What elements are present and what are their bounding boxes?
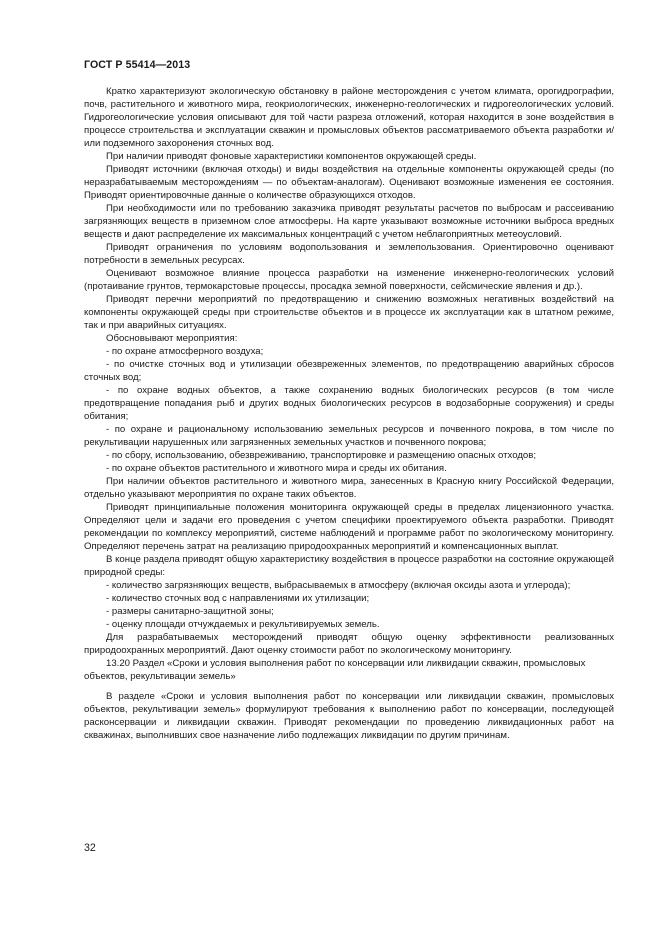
list-item: - по охране водных объектов, а также сохранению водных биологических ресурсов (в том числе предотвращение попадания рыб и других водных биологических ресурсов в водозаборные сооружения) и среды обитания;: [84, 385, 614, 422]
list-item: - размеры санитарно-защитной зоны;: [106, 606, 274, 617]
paragraph: Обосновывают мероприятия:: [106, 333, 238, 344]
page-number: 32: [84, 842, 96, 854]
document-body: [84, 85, 614, 742]
paragraph: Оценивают возможное влияние процесса разработки на изменение инженерно-геологических условий (протаивание грунтов, термокарстовые процессы, просадка земной поверхности, сейсмические явления и др.).: [84, 268, 614, 292]
paragraph: При наличии приводят фоновые характеристики компонентов окружающей среды.: [106, 151, 477, 162]
paragraph: В конце раздела приводят общую характеристику воздействия в процессе разработки на состояние окружающей природной среды:: [84, 554, 614, 578]
list-item: - количество загрязняющих веществ, выбрасываемых в атмосферу (включая оксиды азота и углерода);: [106, 580, 571, 591]
paragraph: Приводят принципиальные положения мониторинга окружающей среды в пределах лицензионного участка. Определяют цели и задачи его проведения с учетом специфики проектируемого объекта разработки. Приводят рекомендации по комплексу мероприятий, системе наблюдений и программе работ по экологическому мониторингу. Определяют перечень затрат на реализацию природоохранных мероприятий и компенсационных выплат.: [84, 502, 614, 552]
list-item: - оценку площади отчуждаемых и рекультивируемых земель.: [106, 619, 380, 630]
paragraph: Приводят перечни мероприятий по предотвращению и снижению возможных негативных воздействий на компоненты окружающей среды при строительстве объектов и в процессе их эксплуатации как в штатном режиме, так и при аварийных ситуациях.: [84, 294, 614, 331]
section-heading: 13.20 Раздел «Сроки и условия выполнения работ по консервации или ликвидации скважин, промысловых объектов, рекультивации земель»: [84, 658, 586, 682]
paragraph: Кратко характеризуют экологическую обстановку в районе месторождения с учетом климата, орогидрографии, почв, растительного и животного мира, геокриологических, инженерно-геологических и гидрогеологических условий. Гидрогеологические условия описывают для той части разреза отложений, которая находится в зоне воздействия в процессе строительства и эксплуатации скважин и промысловых объектов рассматриваемого объекта разработки и/или подземного захоронения сточных вод.: [84, 86, 614, 149]
list-item: - по сбору, использованию, обезвреживанию, транспортировке и размещению опасных отходов;: [106, 450, 537, 461]
paragraph: Приводят источники (включая отходы) и виды воздействия на отдельные компоненты окружающей среды (по неразрабатываемым месторождениям — по объектам-аналогам). Оценивают возможные изменения ее состояния. Приводят ориентировочные данные о количестве образующихся отходов.: [84, 164, 614, 201]
list-item: - по охране атмосферного воздуха;: [106, 346, 264, 357]
list-item: - по очистке сточных вод и утилизации обезвреженных элементов, по предотвращению аварийных сбросов сточных вод;: [84, 359, 614, 383]
paragraph: При необходимости или по требованию заказчика приводят результаты расчетов по выбросам и рассеиванию загрязняющих веществ в приземном слое атмосферы. На карте указывают возможные источники выброса вредных веществ и дают распределение их максимальных концентраций с учетом неблагоприятных метеоусловий.: [84, 203, 614, 240]
paragraph: Для разрабатываемых месторождений приводят общую оценку эффективности реализованных природоохранных мероприятий. Дают оценку стоимости работ по экологическому мониторингу.: [84, 632, 614, 656]
document-header: ГОСТ Р 55414—2013: [84, 59, 191, 71]
paragraph: Приводят ограничения по условиям водопользования и землепользования. Ориентировочно оценивают потребности в земельных ресурсах.: [84, 242, 614, 266]
list-item: - по охране объектов растительного и животного мира и среды их обитания.: [106, 463, 447, 474]
list-item: - по охране и рациональному использованию земельных ресурсов и почвенного покрова, в том числе по рекультивации нарушенных или загрязненных земельных участков и почвенного покрова;: [84, 424, 614, 448]
section-paragraph: В разделе «Сроки и условия выполнения работ по консервации или ликвидации скважин, промысловых объектов, рекультивации земель» формулируют требования к выполнению работ по консервации, последующей расконсервации и ликвидации скважин. Приводят рекомендации по проведению ликвидационных работ на скважинах, выполнивших свое назначение либо подлежащих ликвидации по другим причинам.: [84, 691, 614, 741]
list-item: - количество сточных вод с направлениями их утилизации;: [106, 593, 370, 604]
paragraph: При наличии объектов растительного и животного мира, занесенных в Красную книгу Российской Федерации, отдельно указывают мероприятия по охране таких объектов.: [84, 476, 614, 500]
